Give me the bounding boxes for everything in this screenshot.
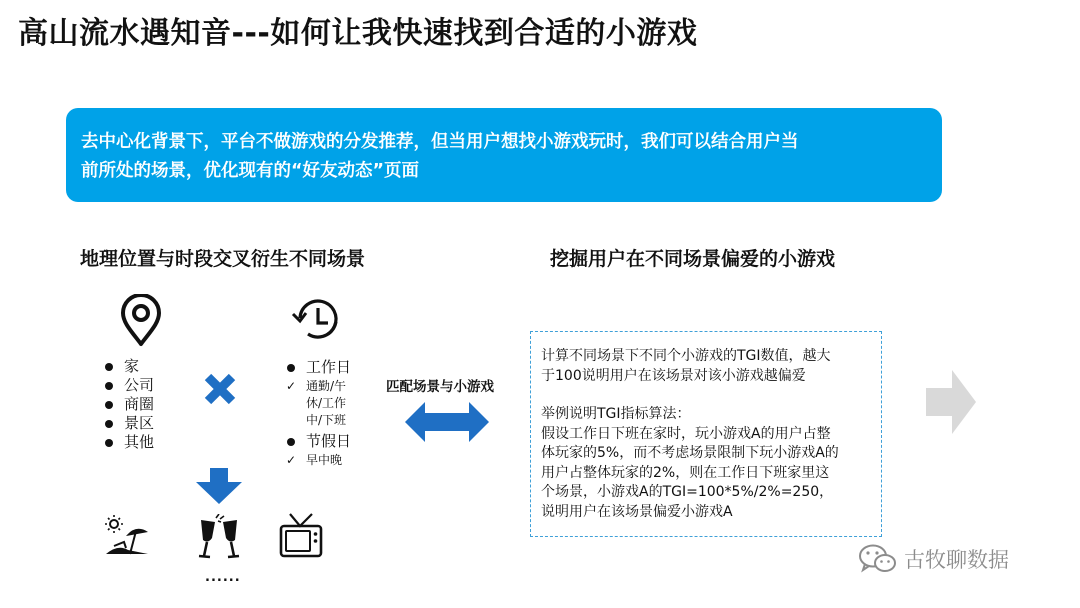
watermark [858,543,1009,575]
box-line: 于100说明用户在该场景对该小游戏越偏爱 [541,367,806,384]
cross-icon [203,372,237,406]
box-line: 假设工作日下班在家时，玩小游戏A的用户占整 [541,425,831,442]
list-item: 工作日 [282,357,358,378]
tgi-explanation-box [530,331,882,537]
next-arrow-icon [926,370,976,434]
list-item: 商圈 [100,395,154,414]
box-line: 体玩家的5%，而不考虑场景限制下玩小游戏A的 [541,445,839,461]
page-title: 高山流水遇知音---如何让我快速找到合适的小游戏 [18,16,698,51]
box-line: 举例说明TGI指标算法： [541,406,691,422]
box-line: 个场景，小游戏A的TGI=100*5%/2%=250， [541,484,834,500]
list-item: 景区 [100,414,154,433]
left-section-heading: 地理位置与时段交叉衍生不同场景 [80,248,366,270]
list-item: 其他 [100,433,154,452]
box-line: 说明用户在该场景偏爱小游戏A [541,503,733,520]
tv-icon [278,512,324,560]
list-item: 家 [100,357,154,376]
place-list [100,357,154,452]
location-pin-icon [118,294,164,348]
beach-icon [104,514,152,558]
check-icon: ✓ [286,379,297,393]
watermark-text: 古牧聊数据 [904,548,1009,572]
box-line: 计算不同场景下不同个小游戏的TGI数值，越大 [541,348,831,364]
list-item: 节假日 [282,431,358,452]
wechat-icon [858,543,898,575]
banner-line-2: 前所处的场景，优化现有的“好友动态”页面 [81,161,420,181]
list-item: ✓ 通勤/午休/工作中/下班 [286,379,347,427]
match-label: 匹配场景与小游戏 [386,379,494,395]
check-icon: ✓ [286,453,297,467]
double-arrow-icon [405,400,489,444]
more-ellipsis: ...... [205,570,241,585]
list-item: ✓ 早中晚 [286,453,343,467]
box-line: 用户占整体玩家的2%，则在工作日下班家里这 [541,464,830,481]
down-arrow-icon [196,468,242,504]
list-item: 公司 [100,376,154,395]
wine-glasses-icon [196,514,242,562]
time-list [282,357,358,469]
banner-line-1: 去中心化背景下，平台不做游戏的分发推荐，但当用户想找小游戏玩时，我们可以结合用户当 [81,132,799,152]
right-section-heading: 挖掘用户在不同场景偏爱的小游戏 [550,248,836,270]
clock-icon [290,296,346,344]
summary-banner [66,108,942,202]
